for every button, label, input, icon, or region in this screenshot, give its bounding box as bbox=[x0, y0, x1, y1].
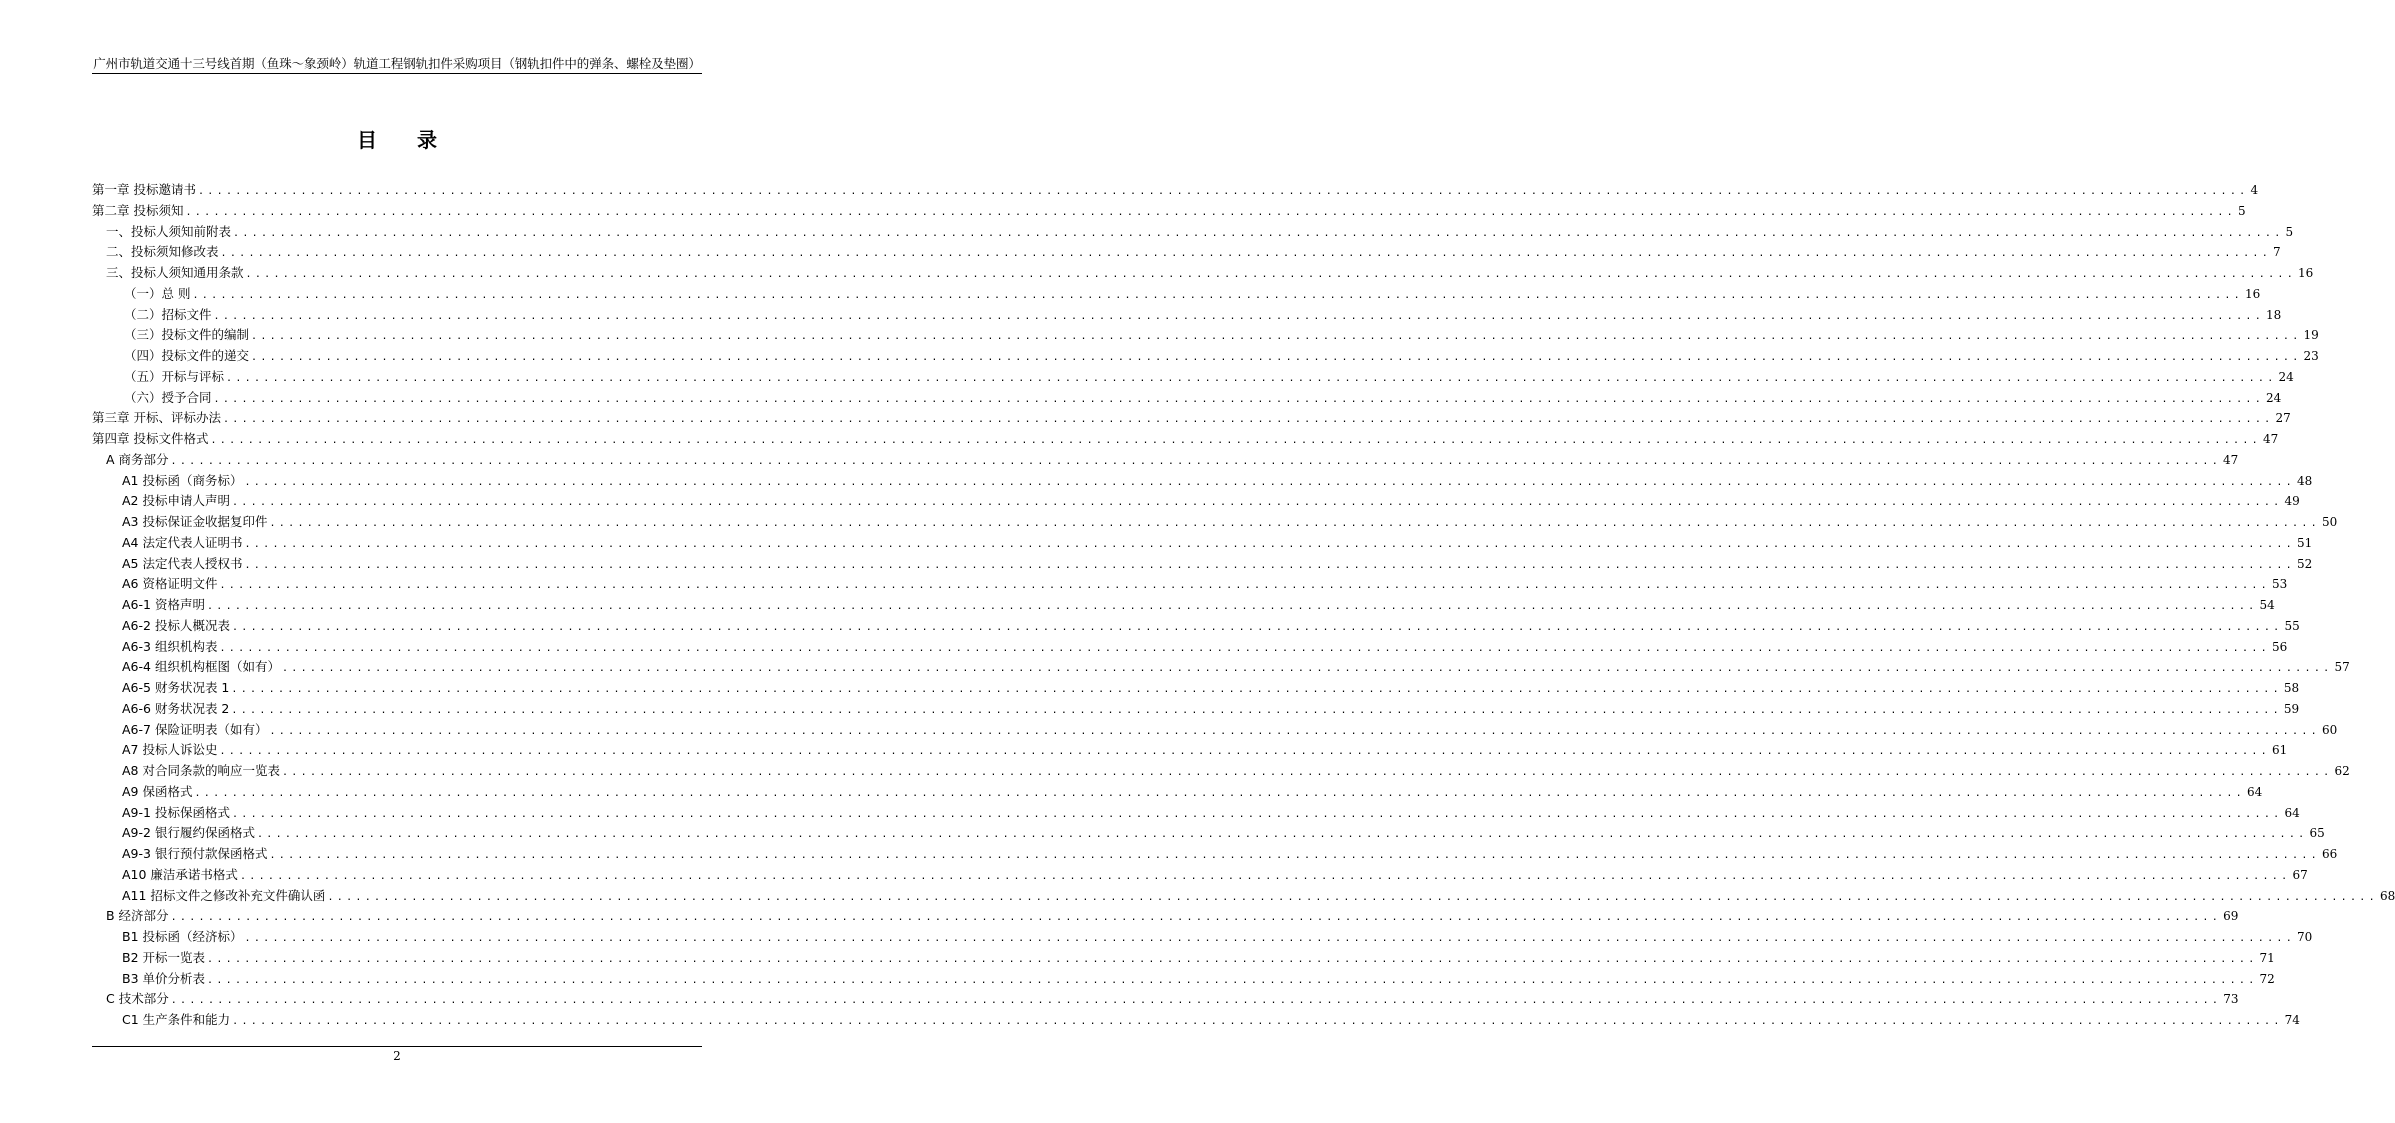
toc-entry[interactable] bbox=[92, 865, 2308, 886]
toc-entry-label: 第一章 投标邀请书 bbox=[92, 182, 196, 197]
toc-entry[interactable] bbox=[92, 989, 2239, 1010]
toc-dot-leader: ............................................................................................................................................................................................................................ bbox=[281, 767, 2333, 778]
toc-entry-label: B2 开标一览表 bbox=[122, 949, 206, 965]
toc-entry-page-number: 5 bbox=[2238, 203, 2246, 218]
footer-page-number: 2 bbox=[393, 1049, 401, 1063]
toc-entry-label: A6 资格证明文件 bbox=[122, 576, 218, 592]
toc-entry-page-number: 69 bbox=[2223, 909, 2239, 924]
toc-entry-page-number: 60 bbox=[2321, 722, 2338, 737]
table-of-contents bbox=[92, 180, 2395, 1031]
toc-entry-label: （四）投标文件的递交 bbox=[124, 348, 250, 363]
toc-entry[interactable] bbox=[92, 263, 2314, 284]
toc-dot-leader: ............................................................................................................................................................................................................................ bbox=[251, 331, 2302, 343]
toc-entry[interactable] bbox=[92, 554, 2313, 575]
toc-dot-leader: ............................................................................................................................................................................................................................ bbox=[231, 704, 2282, 716]
toc-dot-leader: ............................................................................................................................................................................................................................ bbox=[213, 310, 2265, 322]
toc-entry-label: 第三章 开标、评标办法 bbox=[92, 410, 221, 426]
toc-entry-label: A6-6 财务状况表 2 bbox=[122, 700, 230, 716]
toc-entry[interactable] bbox=[92, 678, 2300, 699]
toc-dot-leader: ............................................................................................................................................................................................................................ bbox=[239, 870, 2291, 882]
toc-entry-page-number: 47 bbox=[2263, 432, 2279, 446]
toc-entry-page-number: 27 bbox=[2275, 411, 2291, 426]
toc-entry-page-number: 74 bbox=[2284, 1013, 2300, 1027]
toc-entry-label: 一、投标人须知前附表 bbox=[106, 223, 232, 239]
toc-entry-label: A3 投标保证金收据复印件 bbox=[122, 514, 268, 529]
toc-entry[interactable] bbox=[92, 180, 2259, 201]
toc-entry-label: C1 生产条件和能力 bbox=[122, 1012, 231, 1027]
toc-entry-page-number: 70 bbox=[2297, 930, 2313, 944]
toc-entry-label: 二、投标须知修改表 bbox=[106, 244, 219, 260]
toc-entry[interactable] bbox=[92, 948, 2275, 969]
toc-entry[interactable] bbox=[92, 325, 2319, 346]
toc-entry-label: A7 投标人诉讼史 bbox=[122, 742, 218, 758]
toc-entry[interactable] bbox=[92, 222, 2294, 243]
toc-dot-leader: ............................................................................................................................................................................................................................ bbox=[170, 455, 2222, 467]
toc-entry-label: A6-5 财务状况表 1 bbox=[122, 680, 230, 695]
footer-divider bbox=[92, 1046, 702, 1047]
toc-entry-page-number: 67 bbox=[2292, 867, 2308, 882]
toc-entry-page-number: 72 bbox=[2259, 971, 2275, 986]
toc-entry[interactable] bbox=[92, 491, 2300, 512]
toc-entry-page-number: 66 bbox=[2321, 847, 2338, 861]
toc-dot-leader: ............................................................................................................................................................................................................................ bbox=[244, 538, 2295, 550]
toc-dot-leader: ............................................................................................................................................................................................................................ bbox=[192, 289, 2243, 301]
toc-dot-leader: ............................................................................................................................................................................................................................ bbox=[231, 621, 2283, 633]
toc-entry-page-number: 24 bbox=[2278, 369, 2294, 384]
toc-dot-leader: ............................................................................................................................................................................................................................ bbox=[269, 725, 2320, 737]
toc-entry-page-number: 64 bbox=[2284, 805, 2300, 820]
toc-dot-leader: ............................................................................................................................................................................................................................ bbox=[213, 393, 2265, 405]
toc-entry[interactable] bbox=[92, 1010, 2300, 1031]
toc-entry[interactable] bbox=[92, 201, 2246, 222]
toc-entry-label: （三）投标文件的编制 bbox=[124, 327, 250, 343]
toc-entry[interactable] bbox=[92, 242, 2281, 263]
toc-entry-label: A6-4 组织机构框图（如有） bbox=[122, 659, 280, 675]
toc-entry-label: （五）开标与评标 bbox=[124, 368, 225, 384]
header-divider bbox=[92, 73, 702, 74]
toc-entry[interactable] bbox=[92, 823, 2325, 844]
toc-entry[interactable] bbox=[92, 699, 2300, 720]
toc-dot-leader: ............................................................................................................................................................................................................................ bbox=[251, 352, 2302, 363]
toc-entry[interactable] bbox=[92, 429, 2279, 450]
toc-dot-leader: ............................................................................................................................................................................................................................ bbox=[210, 435, 2261, 446]
page-title: 目录 bbox=[357, 128, 477, 152]
toc-entry[interactable] bbox=[92, 595, 2275, 616]
toc-dot-leader: ............................................................................................................................................................................................................................ bbox=[244, 933, 2296, 944]
toc-entry[interactable] bbox=[92, 616, 2300, 637]
toc-entry-label: 第四章 投标文件格式 bbox=[92, 431, 209, 446]
toc-entry-page-number: 5 bbox=[2285, 224, 2294, 239]
toc-entry-page-number: 16 bbox=[2298, 266, 2314, 280]
toc-entry-label: B1 投标函（经济标） bbox=[122, 929, 243, 944]
toc-dot-leader: ............................................................................................................................................................................................................................ bbox=[226, 372, 2277, 384]
toc-entry-label: （六）授予合同 bbox=[124, 389, 212, 405]
toc-entry-page-number: 50 bbox=[2322, 515, 2338, 529]
toc-entry[interactable] bbox=[92, 346, 2319, 367]
toc-entry-label: A5 法定代表人授权书 bbox=[122, 555, 243, 571]
toc-entry[interactable] bbox=[92, 720, 2338, 741]
toc-entry-label: A9-3 银行预付款保函格式 bbox=[122, 846, 268, 861]
toc-entry-page-number: 58 bbox=[2283, 681, 2300, 695]
toc-entry[interactable] bbox=[92, 927, 2313, 948]
toc-dot-leader: ............................................................................................................................................................................................................................ bbox=[269, 850, 2320, 861]
toc-dot-leader: ............................................................................................................................................................................................................................ bbox=[327, 891, 2378, 903]
toc-dot-leader: ............................................................................................................................................................................................................................ bbox=[197, 186, 2249, 197]
toc-entry-label: A6-2 投标人概况表 bbox=[122, 617, 230, 633]
running-header: 广州市轨道交通十三号线首期（鱼珠～象颈岭）轨道工程钢轨扣件采购项目（钢轨扣件中的弹条、螺栓及垫圈） bbox=[93, 56, 701, 71]
toc-entry-label: A2 投标申请人声明 bbox=[122, 493, 230, 509]
toc-entry[interactable] bbox=[92, 844, 2338, 865]
toc-entry[interactable] bbox=[92, 906, 2239, 927]
toc-entry-label: （二）招标文件 bbox=[124, 306, 212, 322]
toc-entry-label: A 商务部分 bbox=[106, 451, 169, 467]
toc-entry-page-number: 73 bbox=[2223, 992, 2239, 1007]
toc-entry-label: （一）总 则 bbox=[124, 285, 191, 301]
toc-entry[interactable] bbox=[92, 637, 2288, 658]
toc-dot-leader: ............................................................................................................................................................................................................................ bbox=[231, 497, 2283, 509]
toc-entry[interactable] bbox=[92, 657, 2350, 678]
toc-entry[interactable] bbox=[92, 388, 2282, 409]
toc-entry-label: A6-3 组织机构表 bbox=[122, 638, 218, 654]
toc-dot-leader: ............................................................................................................................................................................................................................ bbox=[206, 601, 2258, 612]
toc-dot-leader: ............................................................................................................................................................................................................................ bbox=[231, 808, 2283, 820]
toc-entry-page-number: 23 bbox=[2303, 349, 2319, 363]
toc-entry-page-number: 49 bbox=[2284, 494, 2300, 509]
toc-entry[interactable] bbox=[92, 408, 2291, 429]
toc-dot-leader: ............................................................................................................................................................................................................................ bbox=[207, 953, 2258, 965]
toc-entry[interactable] bbox=[92, 305, 2282, 326]
toc-entry-label: A4 法定代表人证明书 bbox=[122, 534, 243, 550]
toc-entry-page-number: 59 bbox=[2283, 701, 2300, 716]
toc-entry[interactable] bbox=[92, 533, 2313, 554]
toc-dot-leader: ............................................................................................................................................................................................................................ bbox=[244, 559, 2295, 571]
toc-dot-leader: ............................................................................................................................................................................................................................ bbox=[185, 206, 2236, 218]
toc-entry-page-number: 7 bbox=[2273, 245, 2281, 260]
toc-entry-label: C 技术部分 bbox=[106, 991, 169, 1007]
toc-entry-label: B 经济部分 bbox=[106, 908, 169, 924]
toc-entry-label: A11 招标文件之修改补充文件确认函 bbox=[122, 887, 326, 903]
toc-entry-page-number: 71 bbox=[2259, 950, 2275, 965]
toc-entry-page-number: 55 bbox=[2284, 618, 2300, 633]
toc-entry-page-number: 65 bbox=[2309, 826, 2325, 841]
toc-entry-label: A10 廉洁承诺书格式 bbox=[122, 866, 238, 882]
toc-entry-page-number: 68 bbox=[2379, 888, 2395, 903]
toc-entry-page-number: 62 bbox=[2334, 764, 2350, 778]
toc-entry-page-number: 54 bbox=[2259, 598, 2275, 612]
toc-entry[interactable] bbox=[92, 886, 2395, 907]
toc-entry[interactable] bbox=[92, 512, 2338, 533]
toc-entry-page-number: 57 bbox=[2334, 660, 2350, 675]
toc-entry-label: A6-1 资格声明 bbox=[122, 597, 205, 612]
toc-entry-label: A1 投标函（商务标） bbox=[122, 472, 243, 488]
toc-dot-leader: ............................................................................................................................................................................................................................ bbox=[219, 746, 2270, 758]
toc-entry-page-number: 19 bbox=[2303, 328, 2319, 343]
toc-dot-leader: ............................................................................................................................................................................................................................ bbox=[244, 476, 2295, 488]
toc-entry[interactable] bbox=[92, 367, 2294, 388]
toc-entry-page-number: 18 bbox=[2266, 307, 2282, 322]
toc-entry-page-number: 64 bbox=[2247, 784, 2263, 799]
toc-entry-page-number: 56 bbox=[2271, 639, 2288, 654]
toc-entry-page-number: 47 bbox=[2223, 452, 2239, 467]
toc-entry-label: A9 保函格式 bbox=[122, 783, 193, 799]
toc-dot-leader: ............................................................................................................................................................................................................................ bbox=[194, 787, 2245, 799]
toc-entry-page-number: 48 bbox=[2297, 473, 2313, 488]
toc-entry[interactable] bbox=[92, 574, 2288, 595]
toc-entry-page-number: 51 bbox=[2297, 535, 2313, 550]
toc-dot-leader: ............................................................................................................................................................................................................................ bbox=[222, 414, 2274, 426]
toc-entry-label: A9-1 投标保函格式 bbox=[122, 804, 230, 820]
toc-dot-leader: ............................................................................................................................................................................................................................ bbox=[220, 248, 2272, 260]
toc-entry[interactable] bbox=[92, 450, 2239, 471]
toc-entry-page-number: 53 bbox=[2272, 577, 2288, 592]
toc-dot-leader: ............................................................................................................................................................................................................................ bbox=[219, 642, 2270, 654]
toc-entry[interactable] bbox=[92, 284, 2261, 305]
toc-entry-page-number: 16 bbox=[2245, 286, 2261, 301]
toc-entry-page-number: 61 bbox=[2272, 743, 2288, 758]
toc-entry-label: 第二章 投标须知 bbox=[92, 202, 184, 218]
toc-dot-leader: ............................................................................................................................................................................................................................ bbox=[245, 269, 2297, 280]
toc-dot-leader: ............................................................................................................................................................................................................................ bbox=[207, 974, 2258, 986]
toc-entry-label: 三、投标人须知通用条款 bbox=[106, 265, 244, 280]
toc-entry-label: A8 对合同条款的响应一览表 bbox=[122, 763, 280, 778]
toc-entry-label: A9-2 银行履约保函格式 bbox=[122, 825, 255, 841]
toc-entry[interactable] bbox=[92, 761, 2350, 782]
toc-dot-leader: ............................................................................................................................................................................................................................ bbox=[281, 663, 2333, 675]
toc-dot-leader: ............................................................................................................................................................................................................................ bbox=[256, 829, 2308, 841]
toc-dot-leader: ............................................................................................................................................................................................................................ bbox=[232, 1016, 2283, 1027]
toc-entry[interactable] bbox=[92, 782, 2263, 803]
toc-entry-page-number: 52 bbox=[2297, 556, 2313, 571]
toc-dot-leader: ............................................................................................................................................................................................................................ bbox=[269, 518, 2320, 529]
toc-entry[interactable] bbox=[92, 471, 2313, 492]
toc-dot-leader: ............................................................................................................................................................................................................................ bbox=[170, 995, 2222, 1007]
toc-entry[interactable] bbox=[92, 969, 2275, 990]
toc-entry[interactable] bbox=[92, 740, 2288, 761]
toc-entry-page-number: 24 bbox=[2266, 390, 2282, 405]
toc-entry-label: A6-7 保险证明表（如有） bbox=[122, 721, 268, 737]
toc-dot-leader: ............................................................................................................................................................................................................................ bbox=[231, 684, 2282, 695]
toc-dot-leader: ............................................................................................................................................................................................................................ bbox=[170, 912, 2222, 924]
toc-entry-label: B3 单价分析表 bbox=[122, 970, 206, 986]
toc-dot-leader: ............................................................................................................................................................................................................................ bbox=[233, 227, 2284, 239]
toc-dot-leader: ............................................................................................................................................................................................................................ bbox=[219, 580, 2270, 592]
toc-entry[interactable] bbox=[92, 803, 2300, 824]
toc-entry-page-number: 4 bbox=[2250, 183, 2259, 197]
